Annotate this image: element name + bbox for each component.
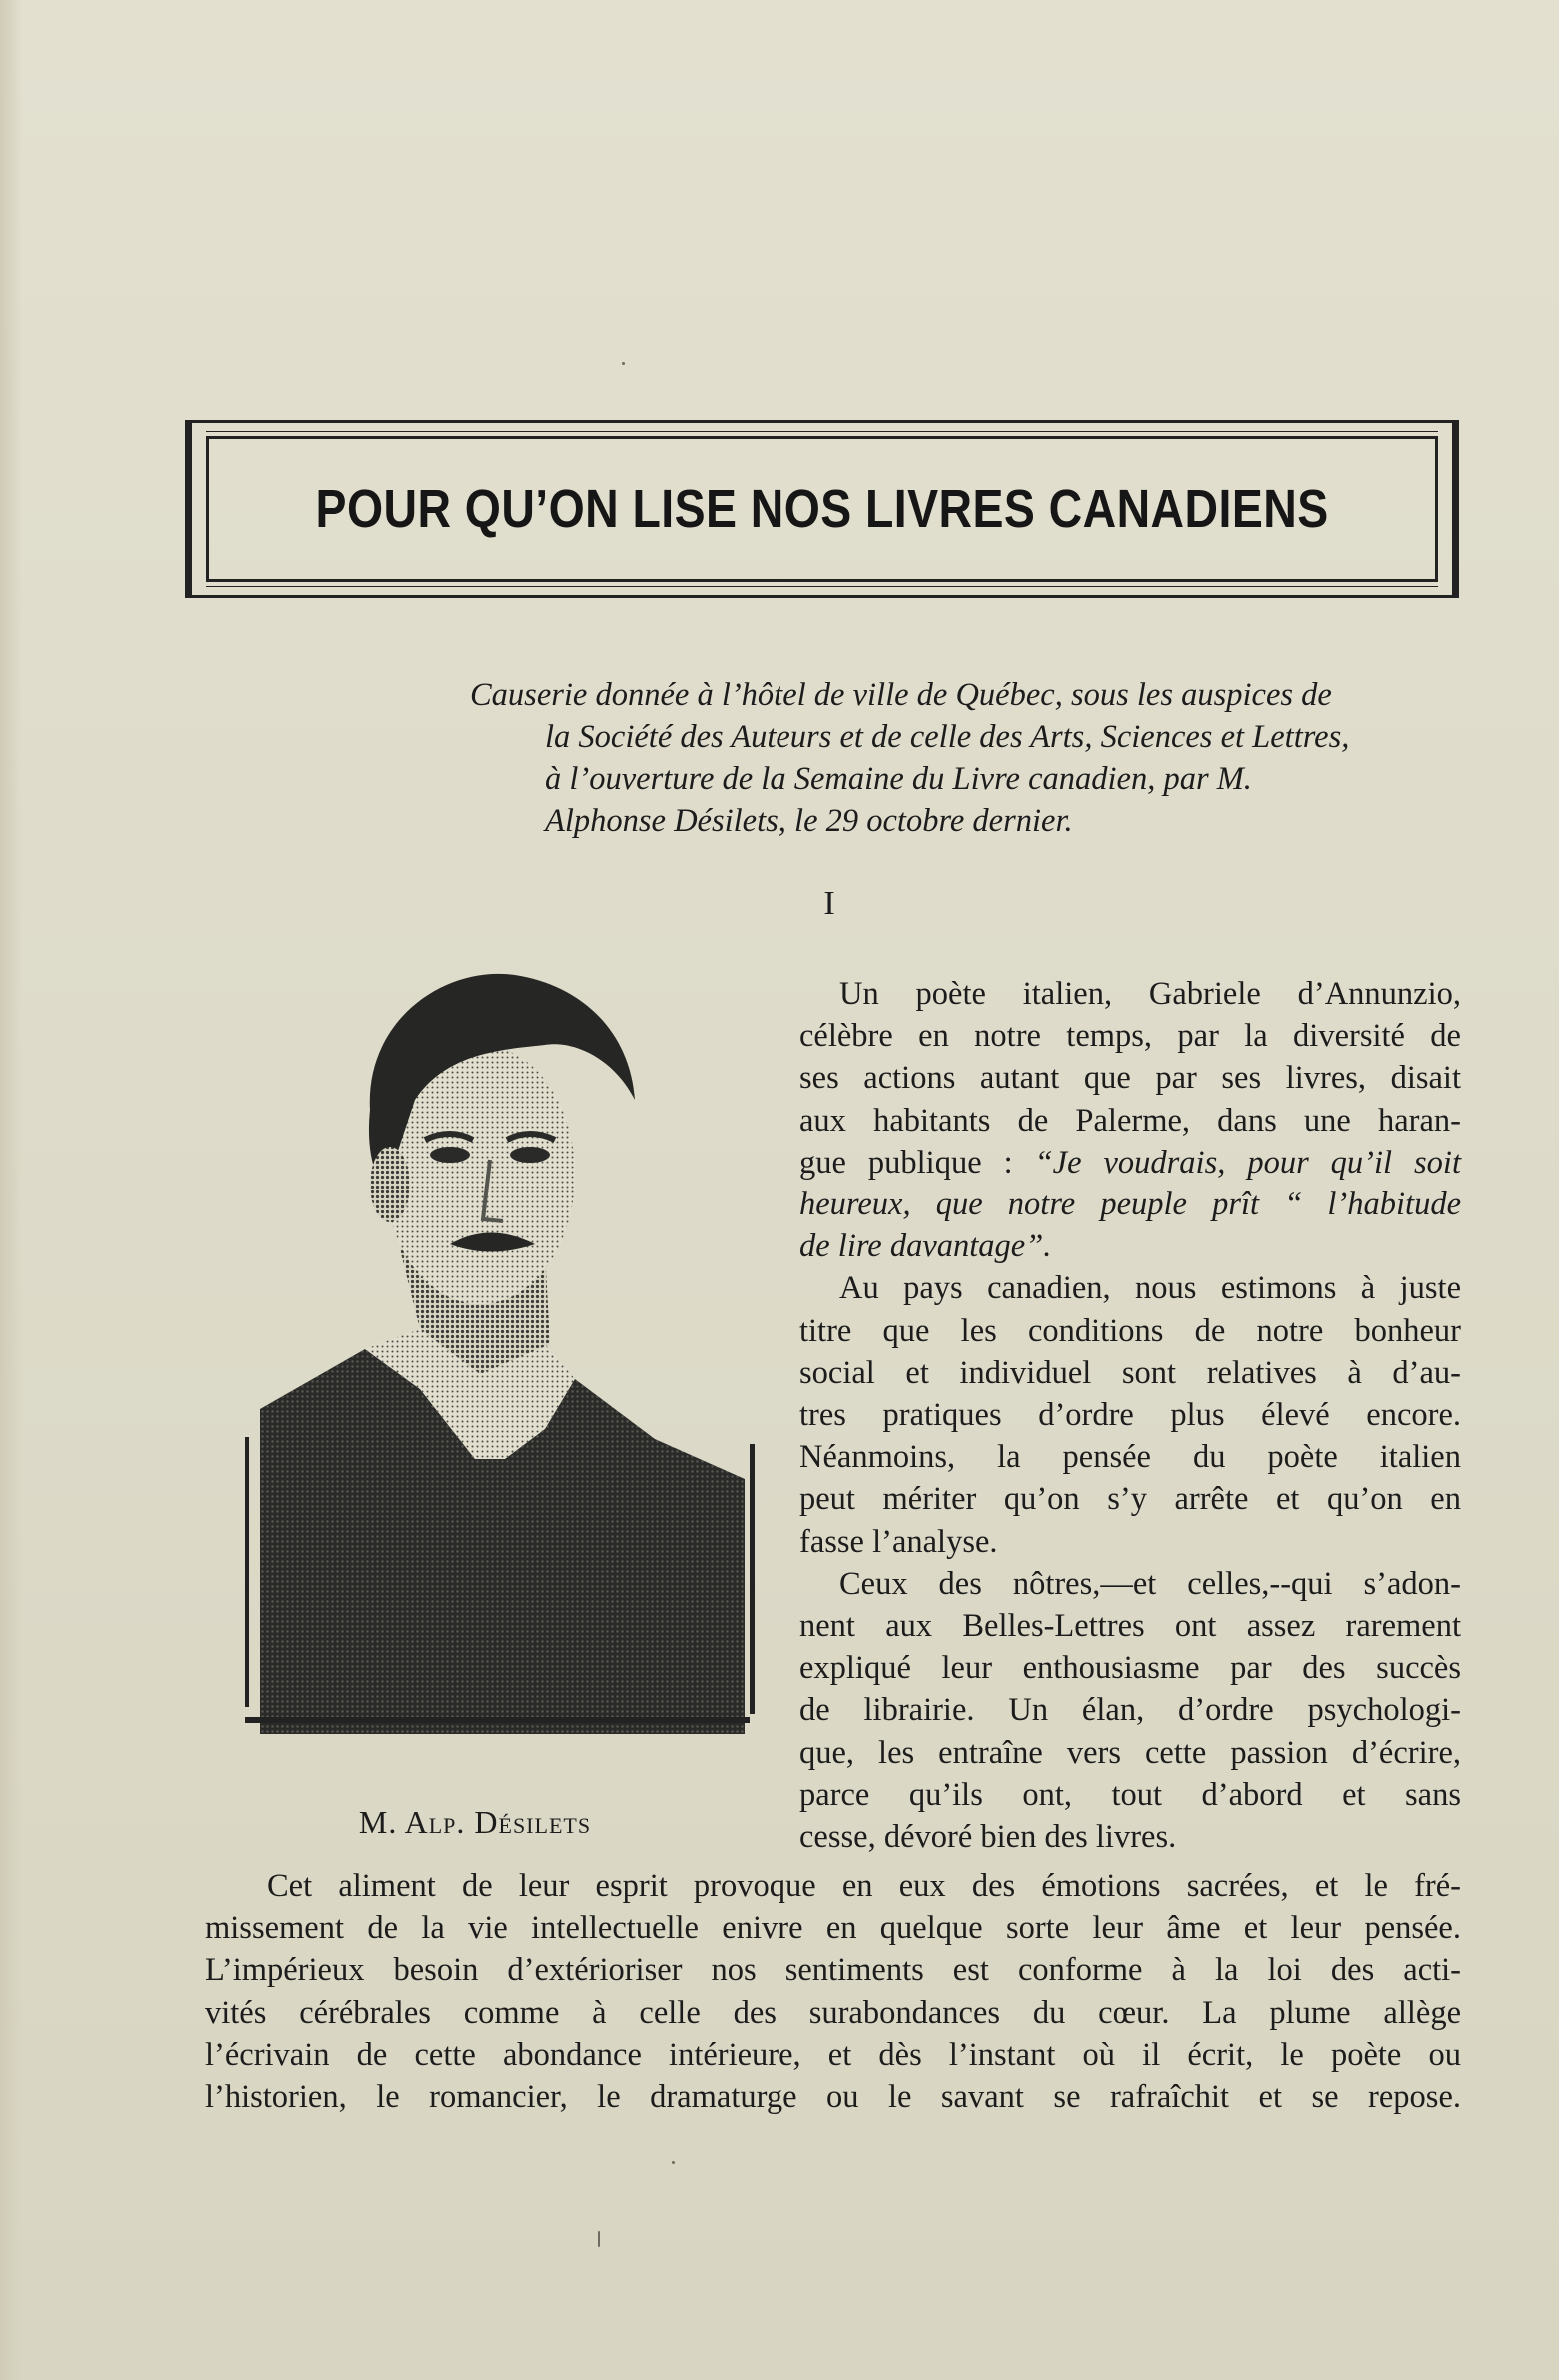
article-title: POUR QU’ON LISE NOS LIVRES CANADIENS (315, 479, 1329, 539)
portrait-image (245, 960, 760, 1749)
text-line: L’impérieux besoin d’extérioriser nos sentiments est conforme à la loi des acti- (205, 1952, 1461, 1989)
text-line: Ceux des nôtres,—et celles,--qui s’adon- (839, 1565, 1461, 1602)
text-line: titre que les conditions de notre bonheur (799, 1312, 1461, 1349)
text-line: social et individuel sont relatives à d’au- (799, 1354, 1461, 1391)
text-line-part: gue publique : (799, 1144, 1035, 1181)
paper-speck (672, 2161, 675, 2164)
title-frame-inner (206, 436, 1438, 582)
text-line: heureux, que notre peuple prît “ l’habitude (799, 1187, 1461, 1223)
text-line: de lire davantage”. (799, 1228, 1052, 1265)
text-line: Au pays canadien, nous estimons à juste (839, 1270, 1461, 1307)
text-line: tres pratiques d’ordre plus élevé encore. (799, 1397, 1461, 1434)
text-line: parce qu’ils ont, tout d’abord et sans (799, 1776, 1461, 1813)
text-line: Cet aliment de leur esprit provoque en eux des émotions sacrées, et le fré- (267, 1868, 1461, 1904)
full-width-paragraph (205, 1865, 1461, 2118)
text-line: cesse, dévoré bien des livres. (799, 1819, 1177, 1856)
text-line: fasse l’analyse. (799, 1523, 998, 1560)
page-edge-shadow (0, 0, 22, 2380)
text-line: célèbre en notre temps, par la diversité de (799, 1018, 1461, 1055)
text-line (799, 1142, 1461, 1184)
text-line: vités cérébrales comme à celle des surabondances du cœur. La plume allège (205, 1994, 1461, 2031)
quote-fragment: “Je voudrais, pour qu’il soit (1034, 1144, 1461, 1181)
section-number: I (823, 885, 835, 922)
subtitle-line: la Société des Auteurs et de celle des Arts, Sciences et Lettres, (545, 719, 1350, 755)
text-line: Néanmoins, la pensée du poète italien (799, 1439, 1461, 1476)
subtitle-line: Causerie donnée à l’hôtel de ville de Québec, sous les auspices de (470, 677, 1332, 713)
title-frame (185, 420, 1459, 598)
text-line: de librairie. Un élan, d’ordre psychologi- (799, 1692, 1461, 1729)
paper-speck (598, 2231, 600, 2247)
subtitle-line: à l’ouverture de la Semaine du Livre canadien, par M. (545, 761, 1252, 797)
text-line: ses actions autant que par ses livres, disait (799, 1060, 1461, 1097)
text-line: Un poète italien, Gabriele d’Annunzio, (839, 976, 1461, 1012)
text-line: missement de la vie intellectuelle enivre en quelque sorte leur âme et leur pensée. (205, 1910, 1461, 1947)
text-line: l’historien, le romancier, le dramaturge ou le savant se rafraîchit et se repose. (205, 2079, 1461, 2116)
paper-speck (622, 362, 625, 365)
article-subtitle (470, 674, 1464, 842)
text-line: nent aux Belles-Lettres ont assez rarement (799, 1608, 1461, 1645)
column-text (799, 973, 1461, 1858)
text-line: expliqué leur enthousiasme par des succès (799, 1650, 1461, 1687)
text-line: peut mériter qu’on s’y arrête et qu’on en (799, 1481, 1461, 1518)
text-line: que, les entraîne vers cette passion d’écrire, (799, 1734, 1461, 1771)
text-line: l’écrivain de cette abondance intérieure, et dès l’instant où il écrit, le poète ou (205, 2036, 1461, 2073)
portrait-caption: M. Alp. Désilets (358, 1804, 592, 1840)
subtitle-line: Alphonse Désilets, le 29 octobre dernier. (545, 803, 1073, 839)
portrait-photo (245, 960, 760, 1749)
text-line: aux habitants de Palerme, dans une haran- (799, 1102, 1461, 1139)
